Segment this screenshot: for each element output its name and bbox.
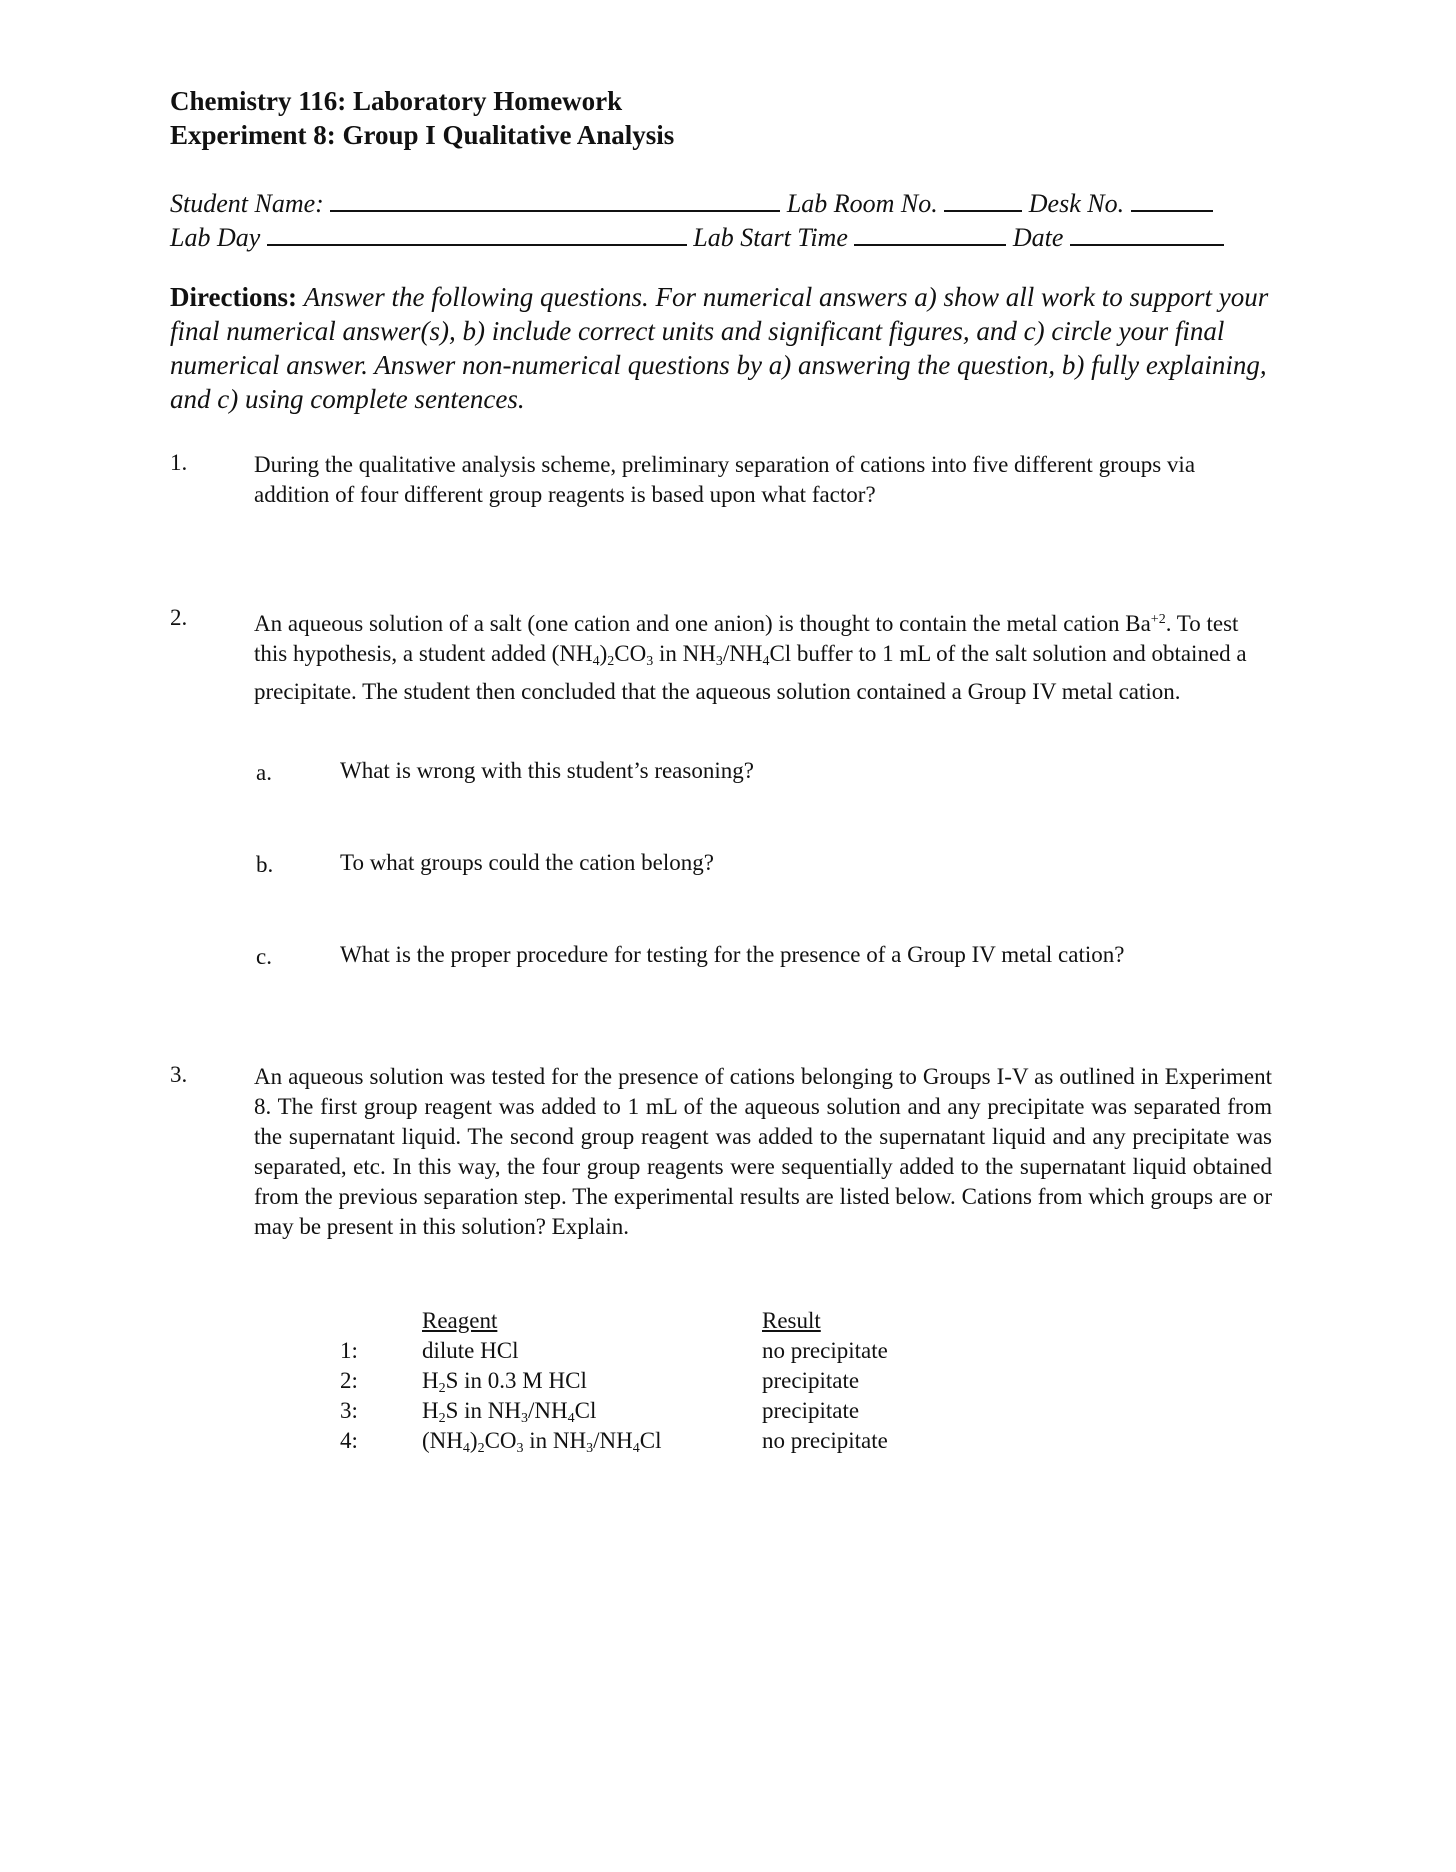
lab-room-label: Lab Room No. [786,189,938,218]
reagent-part: ) [469,1428,478,1453]
result-cell: precipitate [762,1398,860,1423]
student-info-row-2 [170,220,1224,253]
lab-day-label: Lab Day [170,223,261,252]
subscript: 3 [646,654,654,669]
reagent-part: Cl [639,1428,662,1453]
reagent-part: Cl [574,1398,597,1423]
reagent-part: H [422,1368,439,1393]
course-title: Chemistry 116: Laboratory Homework [170,86,623,116]
q2b-label: b. [256,852,274,877]
subscript: 4 [567,1411,575,1426]
subscript: 4 [632,1441,640,1456]
charge-superscript: +2 [1150,612,1166,627]
reagent-part: S in NH [445,1398,522,1423]
q2c-label: c. [256,944,272,969]
lab-start-field[interactable] [854,220,1006,246]
date-label: Date [1012,223,1064,252]
subscript: 2 [438,1381,446,1396]
q2a-label: a. [256,760,272,785]
subscript: 4 [762,654,770,669]
q3-number: 3. [170,1062,188,1087]
subscript: 2 [438,1411,446,1426]
q2-text [254,605,1254,707]
q1-number: 1. [170,450,188,475]
result-cell: no precipitate [762,1428,888,1453]
table-row-number: 3: [340,1398,358,1423]
result-cell: no precipitate [762,1338,888,1363]
q1-text: During the qualitative analysis scheme, preliminary separation of cations into five different groups via addition of four different group reagents is based upon what factor? [254,452,1196,507]
experiment-title: Experiment 8: Group I Qualitative Analysis [170,120,675,150]
q2-text-part: CO [614,641,647,666]
subscript: 4 [592,654,600,669]
table-header-reagent [422,1306,497,1336]
q2-text-part: in NH [653,641,716,666]
student-name-field[interactable] [330,186,780,212]
desk-label: Desk No. [1028,189,1125,218]
lab-day-field[interactable] [267,220,687,246]
result-column-header: Result [762,1308,821,1333]
table-header-result [762,1306,821,1336]
reagent-part: (NH [422,1428,463,1453]
table-row-number: 4: [340,1428,358,1453]
reagent-part: /NH [528,1398,568,1423]
subscript: 3 [715,654,723,669]
table-row-number: 1: [340,1338,358,1363]
subscript: 3 [521,1411,529,1426]
q2-number: 2. [170,605,188,630]
directions-text: Answer the following questions. For numerical answers a) show all work to support your final numerical answer(s), b) include correct units and significant figures, and c) circle your final numerical answer. Answer non-numerical questions by a) answering the question, b) fully explaining, and c) using complete sentences. [170,282,1269,414]
reagent-part: S in 0.3 M HCl [445,1368,587,1393]
reagent-part: in NH [523,1428,587,1453]
q2-text-part: ) [599,641,608,666]
subscript: 3 [516,1441,524,1456]
reagent-column-header: Reagent [422,1308,498,1333]
q2-text-part: . To test this hypothesis, a student added (NH [254,611,1239,666]
q2c-text: What is the proper procedure for testing for the presence of a Group IV metal cation? [340,942,1125,967]
reagent-part: /NH [593,1428,633,1453]
student-name-label: Student Name: [170,189,324,218]
q3-text: An aqueous solution was tested for the presence of cations belonging to Groups I-V as outlined in Experiment 8. The first group reagent was added to 1 mL of the aqueous solution and any precipitate was separated from the supernatant liquid. The second group reagent was added to the supernatant liquid and any precipitate was separated, etc. In this way, the four group reagents were sequentially added to the supernatant liquid obtained from the previous separation step. The experimental results are listed below. Cations from which groups are or may be present in this solution? Explain. [254,1064,1272,1239]
reagent-cell [422,1426,662,1464]
lab-start-label: Lab Start Time [693,223,848,252]
result-cell: precipitate [762,1368,860,1393]
reagent-cell: dilute HCl [422,1338,519,1363]
q2-text-part: Cl buffer to 1 mL of the salt solution and obtained a precipitate. The student then concluded that the aqueous solution contained a Group IV metal cation. [254,641,1247,704]
reagent-part: CO [484,1428,517,1453]
directions [170,280,1290,416]
subscript: 2 [477,1441,485,1456]
subscript: 4 [462,1441,470,1456]
q2-text-part: /NH [722,641,763,666]
subscript: 2 [607,654,615,669]
q2b-text: To what groups could the cation belong? [340,850,714,875]
reagent-part: H [422,1398,439,1423]
directions-label: Directions: [170,282,297,312]
lab-room-field[interactable] [944,186,1022,212]
subscript: 3 [586,1441,594,1456]
table-row-number: 2: [340,1368,358,1393]
date-field[interactable] [1070,220,1224,246]
q2-text-part: An aqueous solution of a salt (one cation and one anion) is thought to contain the metal cation Ba [254,611,1151,636]
q2a-text: What is wrong with this student’s reasoning? [340,758,754,783]
desk-field[interactable] [1131,186,1213,212]
student-info-row-1 [170,186,1213,219]
